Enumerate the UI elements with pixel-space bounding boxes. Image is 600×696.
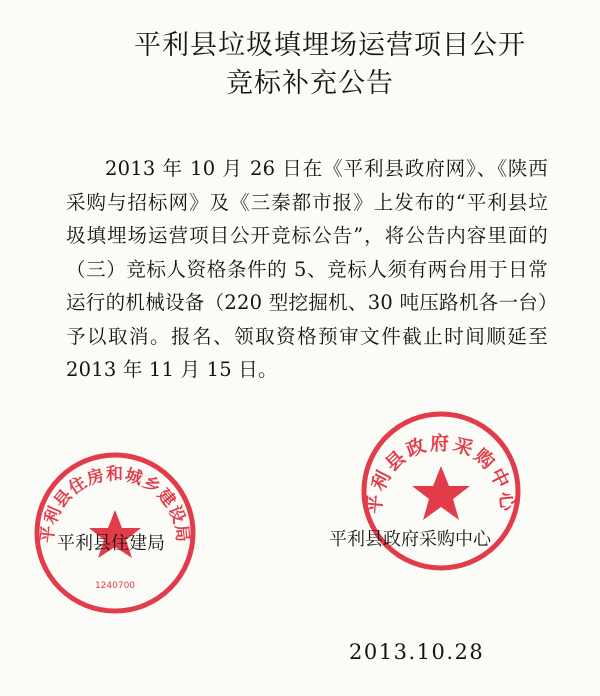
right-seal-text: 平利县政府采购中心: [363, 432, 519, 515]
title-line-1: 平利县垃圾填埋场运营项目公开: [134, 30, 526, 61]
title-line-2: 竞标补充公告: [226, 68, 394, 99]
left-seal-text: 平利县住房和城乡建设局: [37, 464, 193, 544]
left-seal-code: 1240700: [94, 581, 136, 591]
signatory-procurement-center: 平利县政府采购中心: [329, 529, 491, 550]
signatory-housing-bureau: 平利县住建局: [57, 533, 165, 554]
notice-body: 2013 年 10 月 26 日在《平利县政府网》、《陕西采购与招标网》及《三秦都市报》上发布的“平利县垃圾填埋场运营项目公开竞标公告”，将公告内容里面的（三）竞标人资格条件的 5、竞标人须有两台用于日常运行的机械设备（220 型挖掘机、30 吨压路机各一台）予以取消。报名、领取资格预审文件截止时间顺延至 2013 年 11 月 15 日。: [66, 157, 548, 381]
issue-date: 2013.10.28: [349, 640, 485, 664]
